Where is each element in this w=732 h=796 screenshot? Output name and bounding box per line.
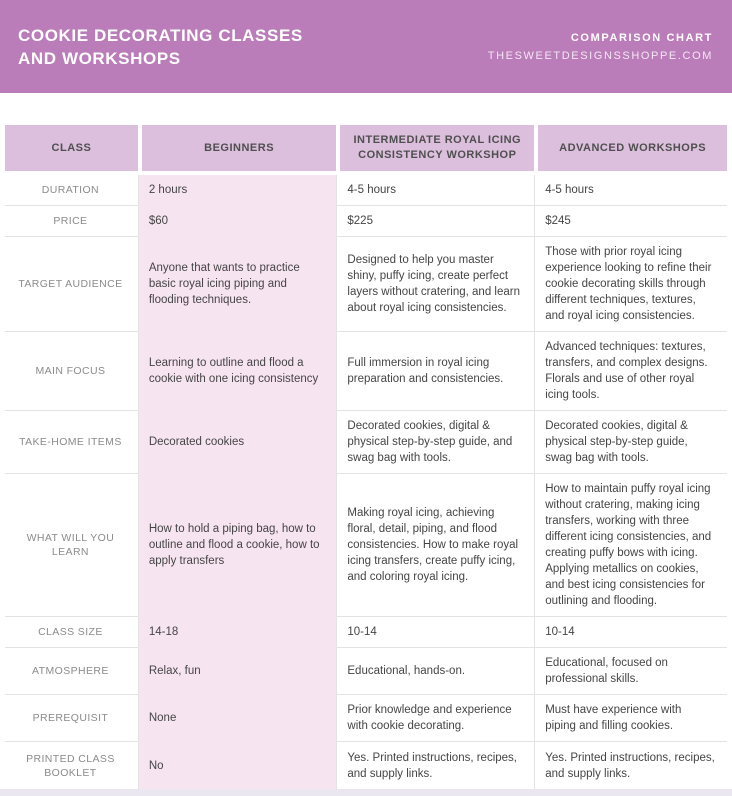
row-label: PREREQUISIT bbox=[5, 694, 138, 741]
table-row-take-home-items bbox=[5, 410, 727, 473]
table-row-prerequisit bbox=[5, 694, 727, 741]
row-label: PRICE bbox=[5, 205, 138, 236]
banner-right-block bbox=[488, 32, 713, 62]
table-row-what-will-you-learn bbox=[5, 473, 727, 616]
cell-advanced: Those with prior royal icing experience looking to refine their cookie decorating skills through different techniques, textures, and royal icing consistencies. bbox=[534, 236, 727, 331]
row-label: DURATION bbox=[5, 175, 138, 205]
table-row-target-audience bbox=[5, 236, 727, 331]
cell-advanced: Decorated cookies, digital & physical step-by-step guide, swag bag with tools. bbox=[534, 410, 727, 473]
cell-beginners: 14-18 bbox=[138, 616, 337, 647]
page-title-line-2: AND WORKSHOPS bbox=[18, 48, 181, 68]
cell-advanced: How to maintain puffy royal icing without cratering, making icing transfers, working with three different icing consistencies, and creating puffy bows with icing. Applying metallics on cookies, and best icing consistencies for outlining and flooding. bbox=[534, 473, 727, 616]
cell-intermediate: 10-14 bbox=[336, 616, 534, 647]
cell-advanced: $245 bbox=[534, 205, 727, 236]
cell-advanced: Must have experience with piping and filling cookies. bbox=[534, 694, 727, 741]
table-row-class-size bbox=[5, 616, 727, 647]
cell-intermediate: Full immersion in royal icing preparation and consistencies. bbox=[336, 331, 534, 410]
table-row-printed-class-booklet bbox=[5, 741, 727, 789]
cell-beginners: 2 hours bbox=[138, 175, 337, 205]
cell-beginners: $60 bbox=[138, 205, 337, 236]
row-label: TAKE-HOME ITEMS bbox=[5, 410, 138, 473]
cell-beginners: Decorated cookies bbox=[138, 410, 337, 473]
cell-intermediate: Educational, hands-on. bbox=[336, 647, 534, 694]
cell-intermediate: Decorated cookies, digital & physical step-by-step guide, and swag bag with tools. bbox=[336, 410, 534, 473]
bottom-strip bbox=[0, 789, 732, 796]
column-header-beginners: BEGINNERS bbox=[138, 125, 337, 171]
column-header-intermediate: INTERMEDIATE ROYAL ICING CONSISTENCY WORKSHOP bbox=[336, 125, 534, 171]
cell-intermediate: $225 bbox=[336, 205, 534, 236]
page-title-line-1: COOKIE DECORATING CLASSES bbox=[18, 25, 303, 45]
cell-intermediate: Prior knowledge and experience with cookie decorating. bbox=[336, 694, 534, 741]
header-table-gap bbox=[0, 93, 732, 125]
table-row-main-focus bbox=[5, 331, 727, 410]
cell-beginners: None bbox=[138, 694, 337, 741]
cell-beginners: Learning to outline and flood a cookie with one icing consistency bbox=[138, 331, 337, 410]
cell-advanced: Educational, focused on professional skills. bbox=[534, 647, 727, 694]
cell-intermediate: 4-5 hours bbox=[336, 175, 534, 205]
cell-advanced: Yes. Printed instructions, recipes, and supply links. bbox=[534, 741, 727, 789]
comparison-table bbox=[5, 125, 727, 789]
cell-advanced: 10-14 bbox=[534, 616, 727, 647]
website-url: THESWEETDESIGNSSHOPPE.COM bbox=[487, 49, 713, 62]
cell-intermediate: Designed to help you master shiny, puffy icing, create perfect layers without cratering, and learn about royal icing consistencies. bbox=[336, 236, 534, 331]
row-label: CLASS SIZE bbox=[5, 616, 138, 647]
table-header-row bbox=[5, 125, 727, 171]
row-label: PRINTED CLASS BOOKLET bbox=[5, 741, 138, 789]
cell-intermediate: Making royal icing, achieving floral, detail, piping, and flood consistencies. How to make royal icing transfers, create puffy icing, and coloring royal icing. bbox=[336, 473, 534, 616]
cell-beginners: Relax, fun bbox=[138, 647, 337, 694]
cell-intermediate: Yes. Printed instructions, recipes, and supply links. bbox=[336, 741, 534, 789]
cell-beginners: No bbox=[138, 741, 337, 789]
table-body bbox=[5, 175, 727, 789]
row-label: TARGET AUDIENCE bbox=[5, 236, 138, 331]
cell-beginners: How to hold a piping bag, how to outline and flood a cookie, how to apply transfers bbox=[138, 473, 337, 616]
row-label: WHAT WILL YOU LEARN bbox=[5, 473, 138, 616]
cell-beginners: Anyone that wants to practice basic royal icing piping and flooding techniques. bbox=[138, 236, 337, 331]
table-row-duration bbox=[5, 175, 727, 205]
table-row-atmosphere bbox=[5, 647, 727, 694]
column-header-advanced: ADVANCED WORKSHOPS bbox=[534, 125, 727, 171]
top-banner bbox=[0, 0, 732, 93]
row-label: ATMOSPHERE bbox=[5, 647, 138, 694]
row-label: MAIN FOCUS bbox=[5, 331, 138, 410]
cell-advanced: 4-5 hours bbox=[534, 175, 727, 205]
column-header-class: CLASS bbox=[5, 125, 138, 171]
comparison-chart-label: COMPARISON CHART bbox=[570, 31, 713, 44]
cell-advanced: Advanced techniques: textures, transfers, and complex designs. Florals and use of other royal icing tools. bbox=[534, 331, 727, 410]
table-row-price bbox=[5, 205, 727, 236]
page-title bbox=[18, 24, 303, 70]
